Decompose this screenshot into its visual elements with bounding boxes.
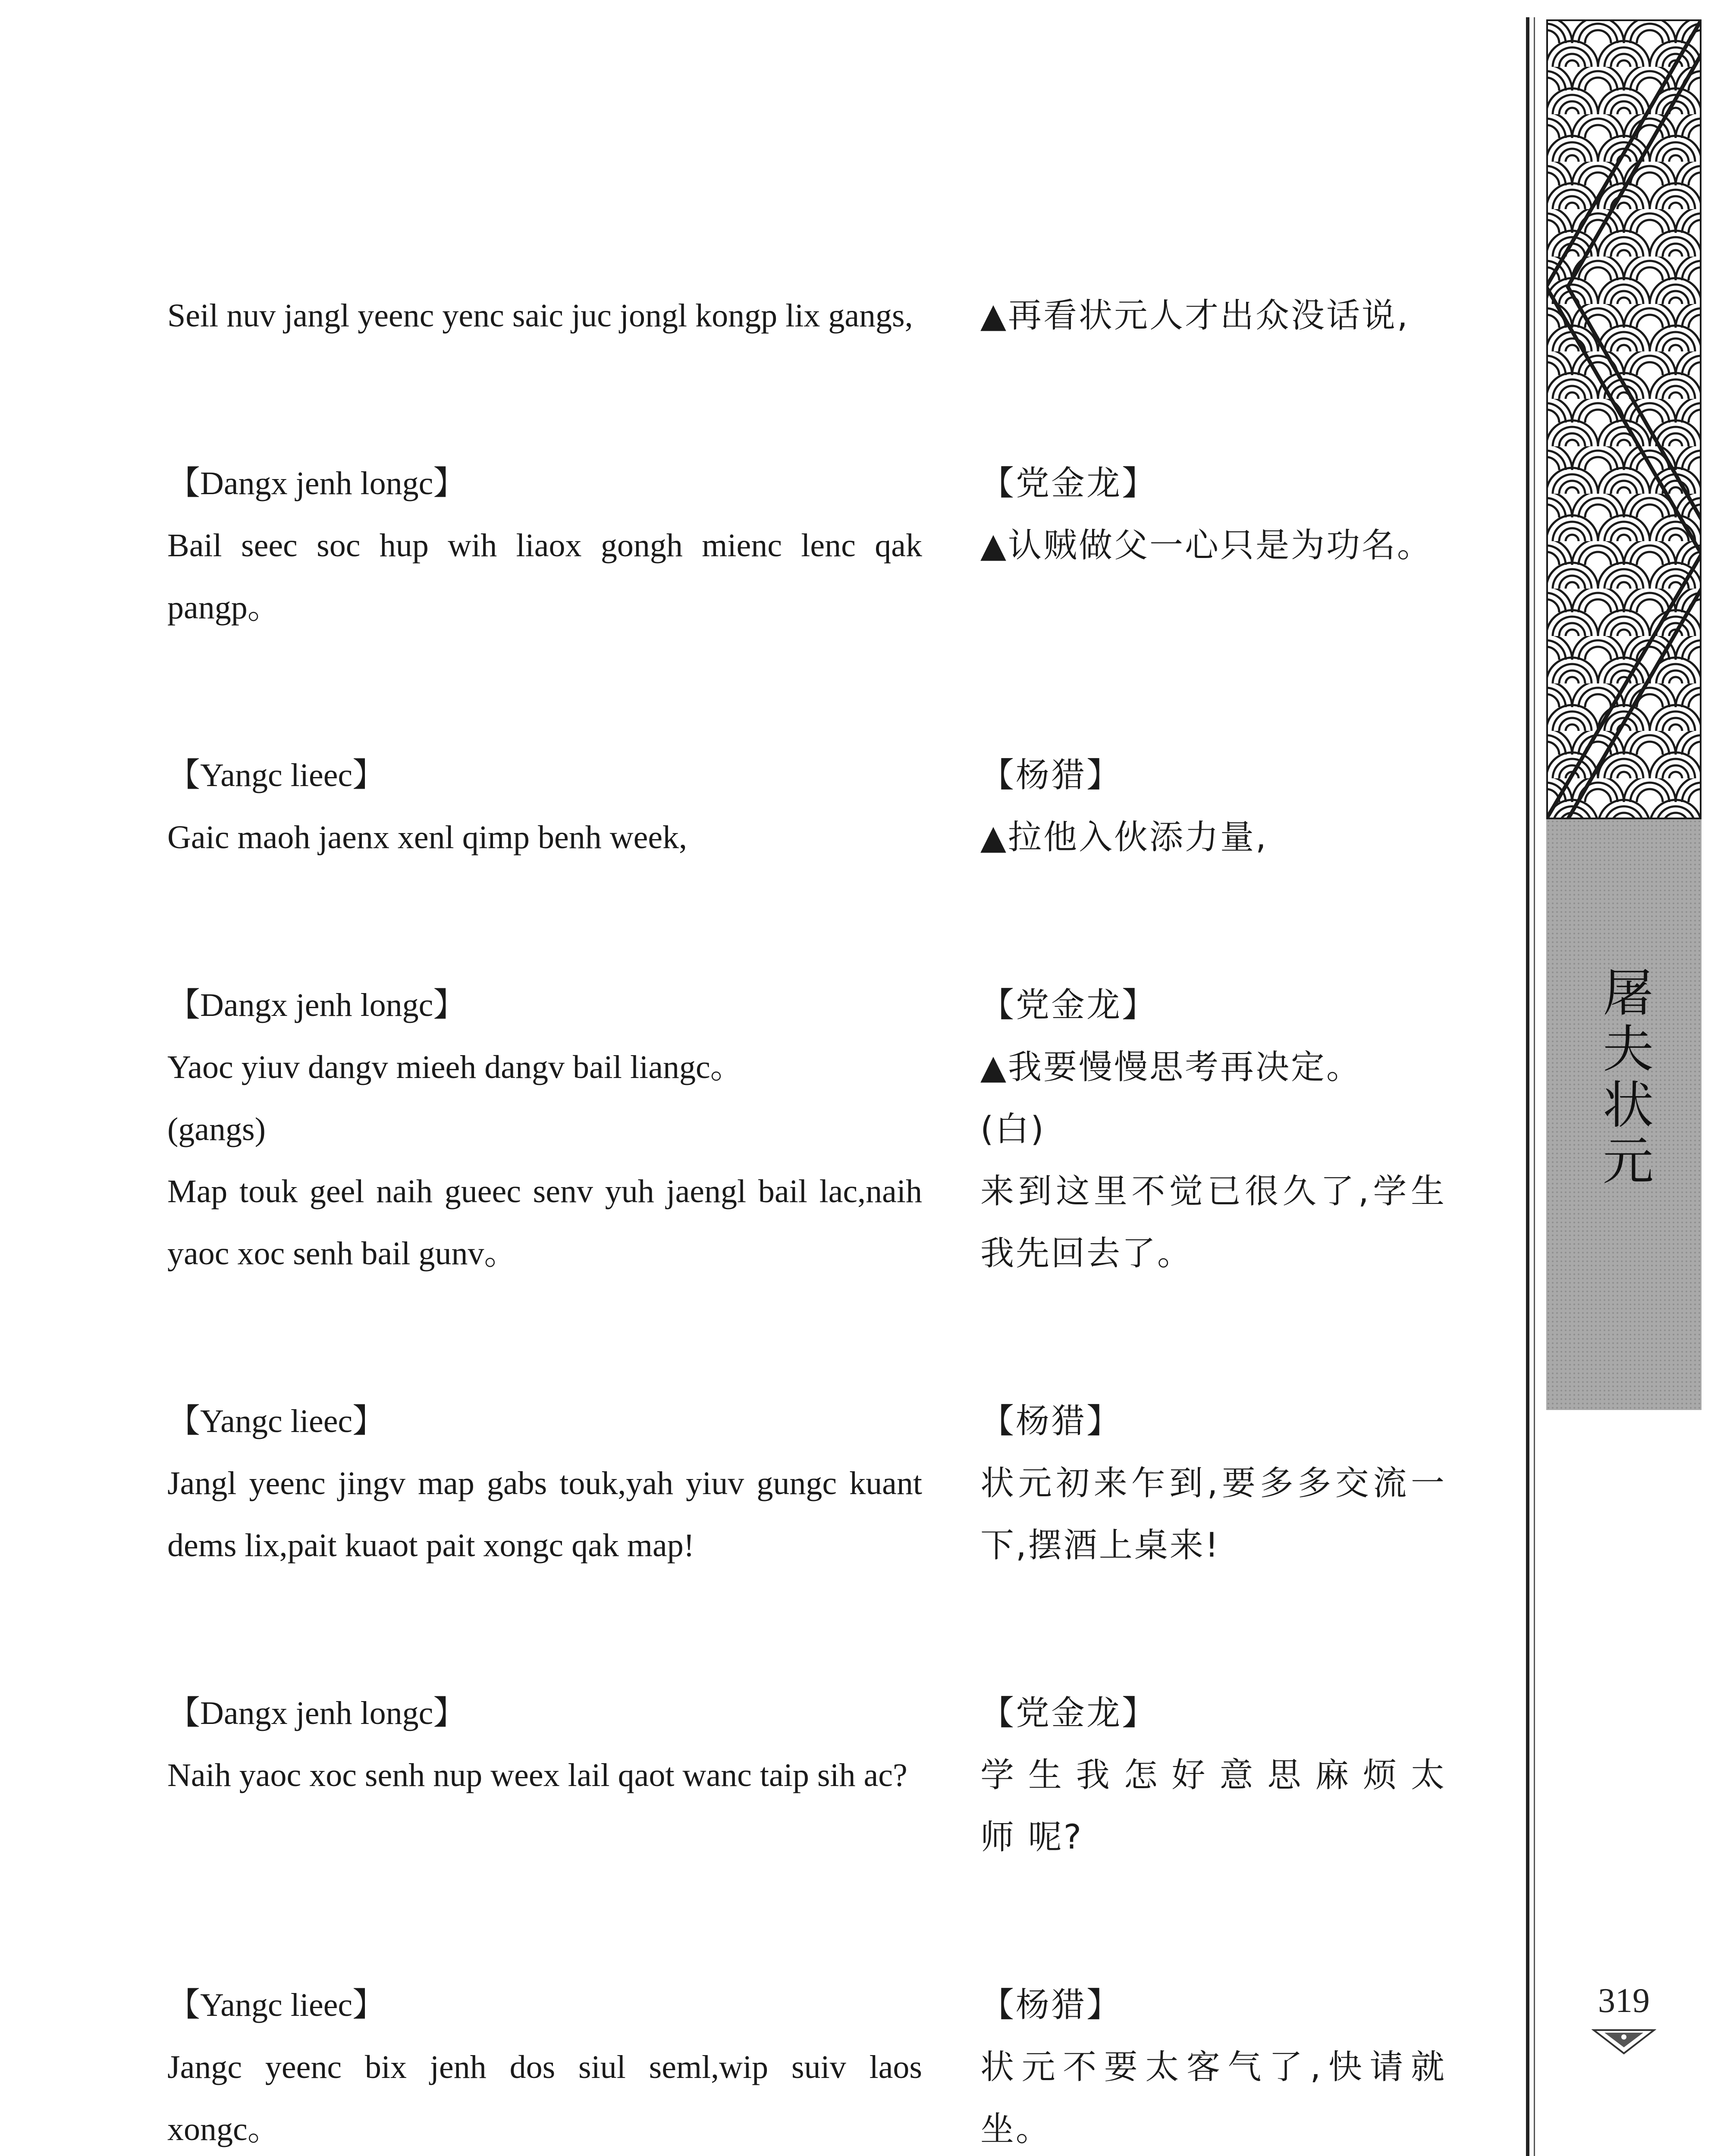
dialogue-block (167, 1682, 1457, 1868)
page-ornament (1592, 2027, 1656, 2057)
dialogue-block (167, 285, 1457, 347)
dong-text: Gaic maoh jaenx xenl qimp benh week, (167, 819, 688, 856)
chinese-text: ▲再看状元人才出众没话说, (980, 296, 1410, 335)
dong-speaker: 【Yangc lieec】 (167, 1403, 386, 1439)
dialogue-row (167, 514, 1457, 639)
speaker-row (167, 452, 1457, 514)
dialogue-block (167, 974, 1457, 1285)
chinese-speaker: 【党金龙】 (980, 1694, 1158, 1733)
margin-rule-inner (1534, 17, 1535, 2156)
page-number: 319 (1598, 1982, 1650, 2020)
dong-text: Naih yaoc xoc senh nup weex lail qaot wanc taip sih ac? (167, 1757, 907, 1793)
chinese-speaker: 【杨猎】 (980, 1402, 1122, 1441)
dong-text: Jangc yeenc bix jenh dos siul seml,wip suiv laos xongc。 (167, 2049, 922, 2147)
dialogue-row (167, 1744, 1457, 1868)
dong-speaker: 【Yangc lieec】 (167, 1987, 386, 2023)
dong-text: Map touk geel naih gueec senv yuh jaengl bail lac,naih yaoc xoc senh bail gunv。 (167, 1173, 922, 1272)
wave-pattern-decoration (1546, 19, 1702, 819)
chinese-text: 状元初来乍到,要多多交流一下,摆酒上桌来! (980, 1464, 1446, 1565)
dialogue-row (167, 2036, 1457, 2156)
speaker-row (167, 1390, 1457, 1452)
dialogue-row (167, 1160, 1457, 1285)
dong-text: Jangl yeenc jingv map gabs touk,yah yiuv gungc kuant dems lix,pait kuaot pait xongc qak map! (167, 1465, 922, 1564)
stage-direction-row (167, 1098, 1457, 1160)
dialogue-block (167, 744, 1457, 868)
chinese-text: 来到这里不觉已很久了,学生我先回去了。 (980, 1172, 1446, 1273)
speaker-row (167, 744, 1457, 806)
speaker-row (167, 974, 1457, 1036)
dong-text: Yaoc yiuv dangv mieeh dangv bail liangc。 (167, 1049, 743, 1085)
dialogue-block (167, 1974, 1457, 2156)
chinese-text: ▲我要慢慢思考再决定。 (980, 1048, 1362, 1087)
bilingual-script-body (167, 285, 1457, 2156)
chinese-speaker: 【党金龙】 (980, 986, 1158, 1025)
chinese-speaker: 【杨猎】 (980, 756, 1122, 795)
dialogue-row (167, 1036, 1457, 1098)
chinese-text: ▲认贼做父一心只是为功名。 (980, 526, 1432, 565)
dong-speaker: 【Dangx jenh longc】 (167, 465, 466, 501)
title-panel (1546, 819, 1702, 1410)
dialogue-row (167, 806, 1457, 868)
chinese-text: 状元不要太客气了,快请就坐。 (980, 2048, 1446, 2149)
dong-text: Bail seec soc hup wih liaox gongh mienc lenc qak pangp。 (167, 527, 922, 626)
speaker-row (167, 1974, 1457, 2036)
dialogue-block (167, 1390, 1457, 1576)
dong-speaker: 【Yangc lieec】 (167, 757, 386, 793)
margin-rule (1526, 17, 1529, 2156)
dialogue-row (167, 285, 1457, 347)
dialogue-row (167, 1452, 1457, 1576)
dialogue-block (167, 452, 1457, 639)
chinese-text: 学 生 我 怎 好 意 思 麻 烦 太 师 呢? (980, 1756, 1446, 1857)
chinese-speaker: 【杨猎】 (980, 1986, 1122, 2024)
chinese-stage-direction: (白) (980, 1110, 1045, 1149)
chinese-text: ▲拉他入伙添力量, (980, 818, 1268, 857)
dong-speaker: 【Dangx jenh longc】 (167, 1695, 466, 1731)
dong-speaker: 【Dangx jenh longc】 (167, 987, 466, 1023)
book-title-vertical: 屠夫状元 (1594, 966, 1654, 1190)
speaker-row (167, 1682, 1457, 1744)
dong-text: Seil nuv jangl yeenc yenc saic juc jongl kongp lix gangs, (167, 298, 913, 334)
chinese-speaker: 【党金龙】 (980, 464, 1158, 503)
dong-stage-direction: (gangs) (167, 1111, 266, 1147)
